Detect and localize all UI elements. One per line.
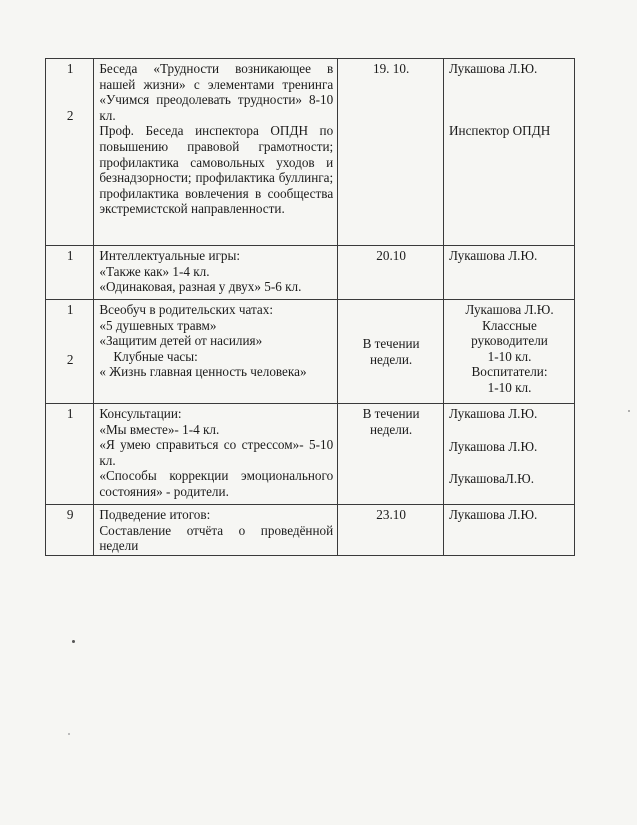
scan-speck [628,410,630,412]
event-date: 19. 10. [372,61,410,76]
table-row [46,246,575,300]
activity-text: Составление отчёта о проведённой недели [99,522,334,554]
events-table [45,58,575,556]
responsible-name: Воспитатели: [471,364,548,380]
activity-text: « Жизнь главная ценность человека» [99,364,307,380]
activity-text: «Защитим детей от насилия» [99,333,263,349]
row-number: 1 [66,61,74,76]
responsible-cell [444,246,575,300]
responsible-cell [444,59,575,246]
row-number: 1 [66,406,74,421]
date-cell [338,404,444,505]
activity-text: «Одинаковая, разная у двух» 5-6 кл. [99,279,302,295]
table-row [46,505,575,556]
activity-text: Консультации: [99,406,182,421]
activity-text: Беседа «Трудности возникающее в нашей жизни» с элементами тренинга «Учимся преодолевать трудности» 8-10 кл. [99,61,334,123]
row-number: 1 [66,302,74,317]
responsible-cell [444,505,575,556]
row-number-cell [46,59,94,246]
date-cell [338,300,444,404]
activity-text: Интеллектуальные игры: [99,248,241,263]
row-number-cell [46,404,94,505]
row-number: 2 [66,351,74,367]
event-date: В течении недели. [362,336,420,367]
activity-cell [94,505,338,556]
activity-text: Клубные часы: [113,348,198,364]
row-number: 9 [66,507,74,522]
activity-text: «Также как» 1-4 кл. [99,263,210,279]
activity-cell [94,59,338,246]
activity-cell [94,246,338,300]
table-row [46,59,575,246]
responsible-name: Лукашова Л.Ю. [449,406,538,421]
activity-text: Проф. Беседа инспектора ОПДН по повышению правовой грамотности; профилактика самовольных уходов и безнадзорности; профилактика буллинга; профилактика вовлечения в сообщества экстремистской направленности. [99,123,334,217]
responsible-name: Лукашова Л.Ю. [449,248,538,263]
table-row [46,404,575,505]
row-number: 2 [66,107,74,123]
activity-text: «5 душевных травм» [99,317,217,333]
event-date: В течении недели. [362,406,420,437]
date-cell [338,59,444,246]
activity-text: «Способы коррекции эмоционального состояния» - родители. [99,468,334,499]
event-date: 23.10 [376,507,406,522]
scan-speck [72,640,75,643]
activity-cell [94,404,338,505]
table-row [46,300,575,404]
row-number: 1 [66,248,74,263]
responsible-name: Лукашова Л.Ю. [449,438,538,454]
date-cell [338,505,444,556]
responsible-name: Инспектор ОПДН [449,122,551,138]
date-cell [338,246,444,300]
activity-text: «Мы вместе»- 1-4 кл. [99,421,220,437]
row-number-cell [46,300,94,404]
scan-speck [68,733,70,735]
activity-text: Всеобуч в родительских чатах: [99,302,274,317]
responsible-name: ЛукашоваЛ.Ю. [449,471,535,487]
responsible-cell [444,300,575,404]
activity-text: «Я умею справиться со стрессом»- 5-10 кл. [99,437,334,468]
responsible-name: Лукашова Л.Ю. [449,507,538,522]
responsible-name: 1-10 кл. [487,379,532,395]
event-date: 20.10 [376,248,406,263]
row-number-cell [46,246,94,300]
row-number-cell [46,505,94,556]
responsible-name: Лукашова Л.Ю. [465,302,554,317]
responsible-name: 1-10 кл. [487,348,532,364]
activity-text: Подведение итогов: [99,507,211,522]
responsible-name: Лукашова Л.Ю. [449,61,538,76]
activity-cell [94,300,338,404]
responsible-name: Классные руководители [471,317,548,349]
responsible-cell [444,404,575,505]
